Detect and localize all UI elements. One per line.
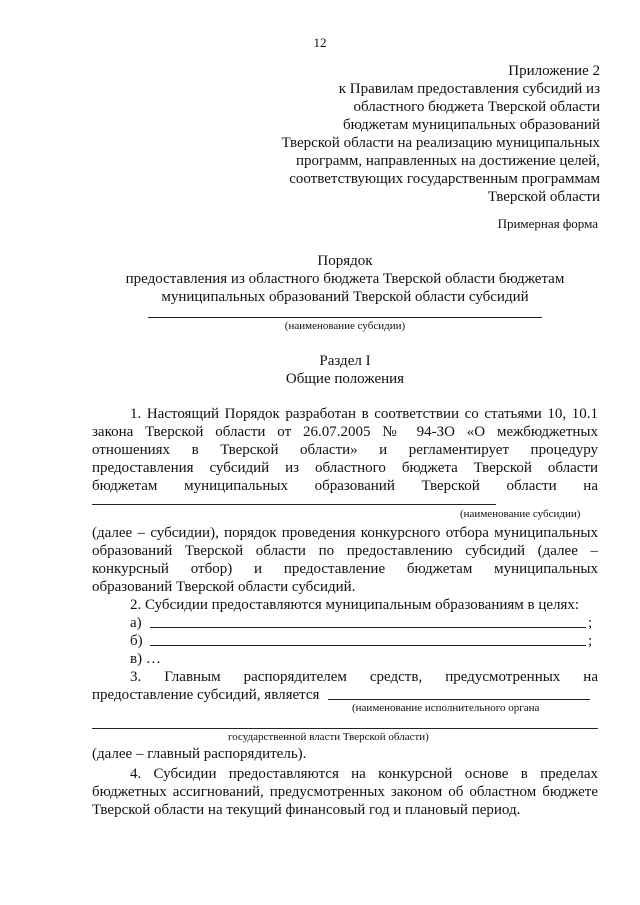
p1-cont-2: образований Тверской области по предоставлению субсидий (далее – <box>92 543 598 559</box>
p2-item-c: в) … <box>130 651 161 667</box>
appendix-line-1: Приложение 2 <box>508 63 600 79</box>
appendix-line-8: Тверской области <box>487 189 600 205</box>
appendix-line-2: к Правилам предоставления субсидий из <box>338 81 600 97</box>
p3-authority-line-2 <box>92 728 598 729</box>
p2-item-b: б) <box>130 633 143 649</box>
p1-line-4: предоставления субсидий из областного бюджета Тверской области <box>92 460 598 476</box>
appendix-line-3: областного бюджета Тверской области <box>353 99 600 115</box>
page-number: 12 <box>313 35 327 50</box>
p4-line-1: 4. Субсидии предоставляются на конкурсной основе в пределах <box>130 766 598 782</box>
p1-line-1: 1. Настоящий Порядок разработан в соответствии со статьями 10, 10.1 <box>130 406 598 422</box>
p1-cont-3: конкурсный отбор) и предоставление бюджетам муниципальных <box>92 561 598 577</box>
p4-line-3: Тверской области на текущий финансовый год и плановый период. <box>92 802 521 818</box>
p1-subsidy-line <box>92 504 496 505</box>
section-name: Общие положения <box>285 371 405 387</box>
p1-line-5: бюджетам муниципальных образований Тверской области на <box>92 478 598 494</box>
appendix-line-6: программ, направленных на достижение целей, <box>296 153 600 169</box>
p2-item-b-punct: ; <box>588 633 593 649</box>
p1-line-3: отношениях в Тверской области» и регламентирует процедуру <box>92 442 598 458</box>
p4-line-2: бюджетных ассигнований, предусмотренных законом об областном бюджете <box>92 784 598 800</box>
p3-line-2: предоставление субсидий, является <box>92 687 320 703</box>
subsidy-name-line <box>148 317 542 318</box>
p2-item-a: а) <box>130 615 142 631</box>
subsidy-name-caption: (наименование субсидии) <box>284 320 406 332</box>
appendix-line-4: бюджетам муниципальных образований <box>342 117 600 133</box>
p2-item-a-punct: ; <box>588 615 593 631</box>
p3-authority-line <box>328 699 590 700</box>
p1-subsidy-caption: (наименование субсидии) <box>460 508 581 520</box>
p1-line-2: закона Тверской области от 26.07.2005 № 94-ЗО «О межбюджетных <box>92 424 598 440</box>
p2-item-a-line <box>150 627 586 628</box>
form-note: Примерная форма <box>497 216 598 231</box>
p3-caption-2: государственной власти Тверской области) <box>228 731 429 743</box>
p2-item-b-line <box>150 645 586 646</box>
p3-caption-1: (наименование исполнительного органа <box>352 702 540 714</box>
appendix-line-7: соответствующих государственным программам <box>289 171 600 187</box>
p1-cont-4: образований Тверской области субсидий. <box>92 579 356 595</box>
title-line-1: предоставления из областного бюджета Тверской области бюджетам <box>125 271 565 287</box>
section-number: Раздел I <box>319 353 371 369</box>
title-line-2: муниципальных образований Тверской области субсидий <box>161 289 529 305</box>
appendix-line-5: Тверской области на реализацию муниципальных <box>281 135 600 151</box>
p1-cont-1: (далее – субсидии), порядок проведения конкурсного отбора муниципальных <box>92 525 598 541</box>
document-title: Порядок <box>317 253 373 269</box>
p3-cont: (далее – главный распорядитель). <box>92 746 307 762</box>
p3-line-1: 3. Главным распорядителем средств, предусмотренных на <box>130 669 598 685</box>
p2-text: 2. Субсидии предоставляются муниципальным образованиям в целях: <box>130 597 580 613</box>
